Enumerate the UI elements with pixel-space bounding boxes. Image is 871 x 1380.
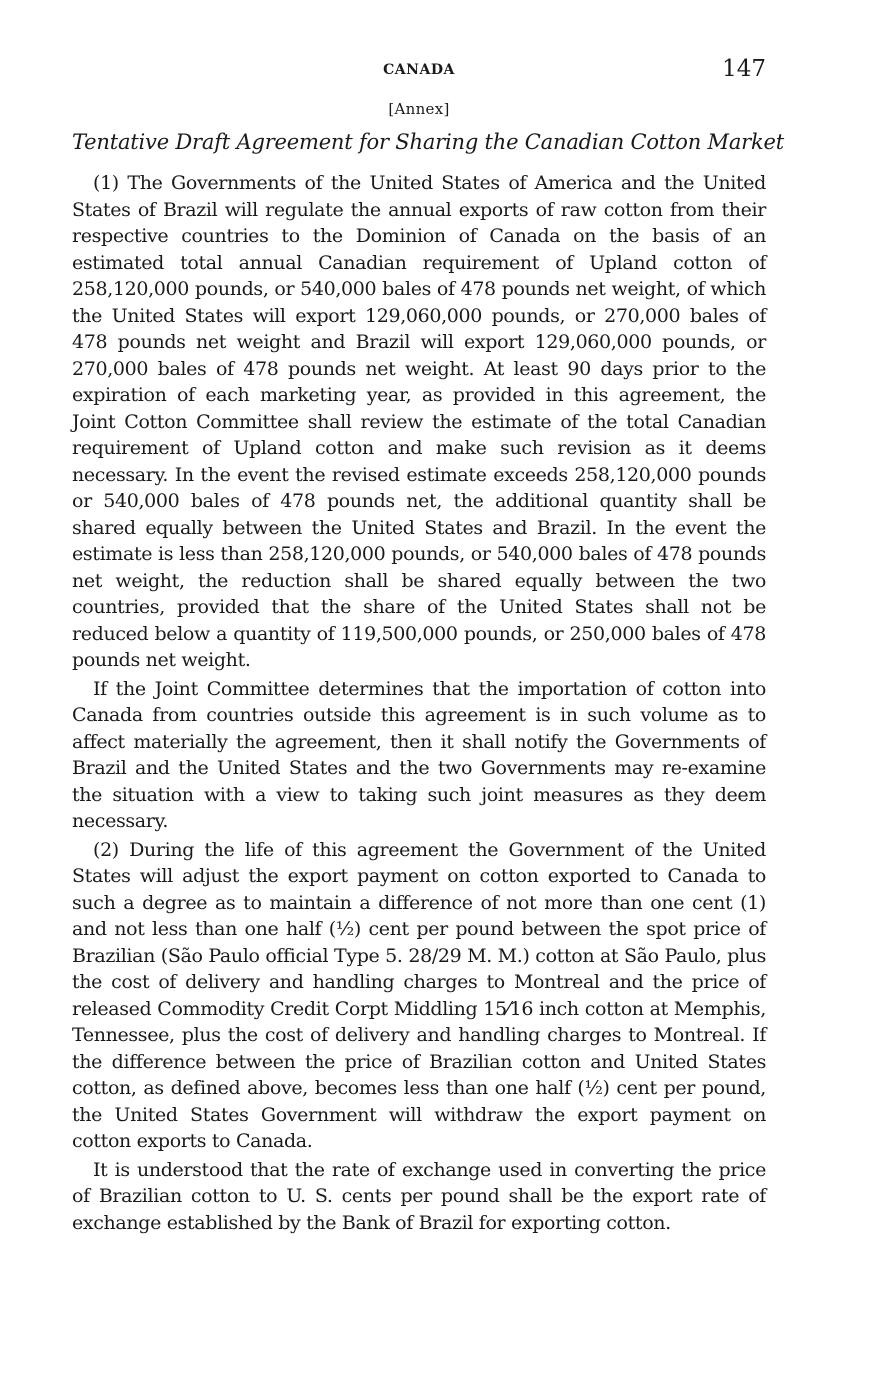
running-title: CANADA bbox=[383, 62, 455, 78]
page-number: 147 bbox=[722, 56, 766, 82]
document-page bbox=[72, 52, 784, 1236]
paragraph-1: (1) The Governments of the United States of America and the United States of Brazil will regulate the annual exports of raw cotton from their respective countries to the Dominion of Canada on the basis of an estimated total annual Canadian requirement of Upland cotton of 258,120,000 pounds, or 540,000 bales of 478 pounds net weight, of which the United States will export 129,060,000 pounds, or 270,000 bales of 478 pounds net weight and Brazil will export 129,060,000 pounds, or 270,000 bales of 478 pounds net weight. At least 90 days prior to the expiration of each marketing year, as provided in this agreement, the Joint Cotton Committee shall review the estimate of the total Canadian requirement of Upland cotton and make such revision as it deems necessary. In the event the revised estimate exceeds 258,120,000 pounds or 540,000 bales of 478 pounds net, the additional quantity shall be shared equally between the United States and Brazil. In the event the estimate is less than 258,120,000 pounds, or 540,000 bales of 478 pounds net weight, the reduction shall be shared equally between the two countries, provided that the share of the United States shall not be reduced below a quantity of 119,500,000 pounds, or 250,000 bales of 478 pounds net weight. bbox=[72, 172, 766, 671]
paragraph-4: It is understood that the rate of exchange used in converting the price of Brazilian cotton to U. S. cents per pound shall be the export rate of exchange established by the Bank of Brazil for exporting cotton. bbox=[72, 1158, 766, 1234]
paragraph-2: If the Joint Committee determines that the importation of cotton into Canada from countries outside this agreement is in such volume as to affect materially the agreement, then it shall notify the Governments of Brazil and the United States and the two Governments may re-examine the situation with a view to taking such joint measures as they deem necessary. bbox=[72, 677, 766, 832]
running-header bbox=[72, 52, 766, 86]
annex-label: [Annex] bbox=[388, 100, 450, 118]
paragraph-3: (2) During the life of this agreement the Government of the United States will adjust the export payment on cotton exported to Canada to such a degree as to maintain a difference of not more than one cent (1) and not less than one half (½) cent per pound between the spot price of Brazilian (São Paulo official Type 5. 28/29 M. M.) cotton at São Paulo, plus the cost of delivery and handling charges to Montreal and the price of released Commodity Credit Corpt Middling 15⁄16 inch cotton at Memphis, Tennessee, plus the cost of delivery and handling charges to Montreal. If the difference between the price of Brazilian cotton and United States cotton, as defined above, becomes less than one half (½) cent per pound, the United States Government will withdraw the export payment on cotton exports to Canada. bbox=[72, 838, 766, 1152]
document-title: Tentative Draft Agreement for Sharing the Canadian Cotton Market bbox=[72, 130, 784, 154]
